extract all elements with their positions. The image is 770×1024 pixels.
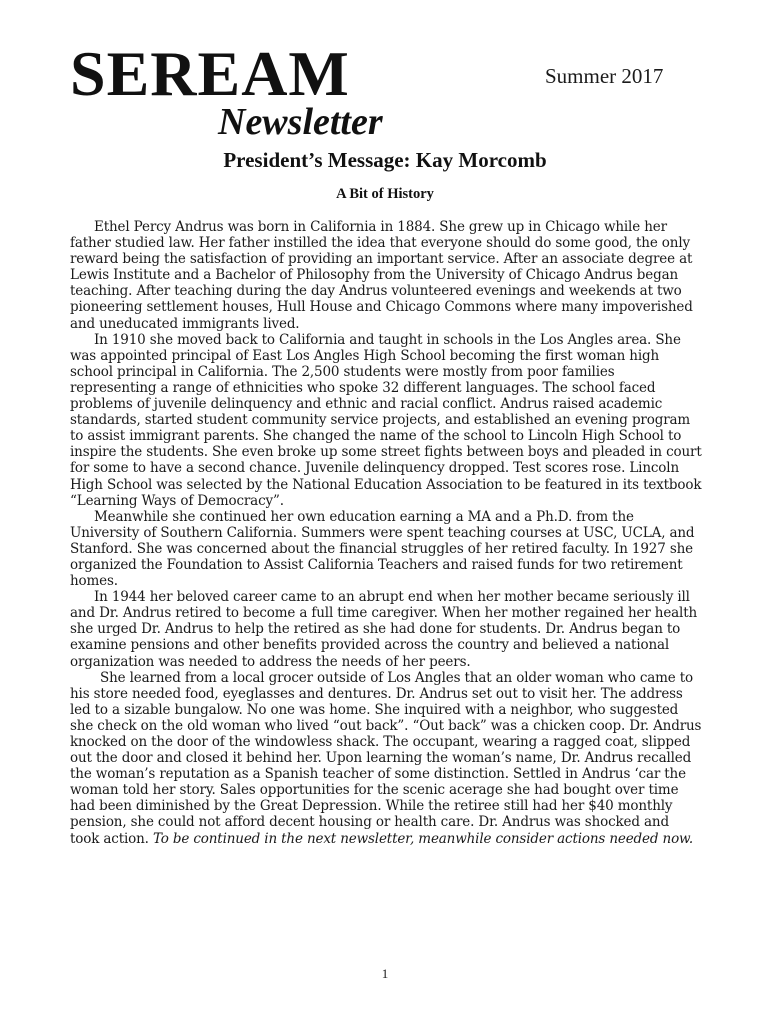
article-paragraph: In 1944 her beloved career came to an abrupt end when her mother became seriously ill and Dr. Andrus retired to become a full time caregiver. When her mother regained her health she urged Dr. Andrus to help the retired as she had done for students. Dr. Andrus began to examine pensions and other benefits provided across the country and believed a national organization was needed to address the needs of her peers.	[70, 589, 698, 670]
message-subtitle: A Bit of History	[336, 186, 434, 202]
article-paragraph-text: She learned from a local grocer outside of Los Angles that an older woman who came to his store needed food, eyeglasses and dentures. Dr. Andrus set out to visit her. The address led to a sizable bungalow. No one was home. She inquired with a neighbor, who suggested she check on the old woman who lived “out back”. “Out back” was a chicken coop. Dr. Andrus knocked on the door of the windowless shack. The occupant, wearing a ragged coat, slipped out the door and closed it behind her. Upon learning the woman’s name, Dr. Andrus recalled the woman’s reputation as a Spanish teacher of some distinction. Settled in Andrus ‘car the woman told her story. Sales opportunities for the scenic acerage she had bought over time had been diminished by the Great Depression. While the retiree still had her $40 monthly pension, she could not afford decent housing or health care. Dr. Andrus was shocked and took action.	[70, 669, 702, 847]
article-paragraph: In 1910 she moved back to California and taught in schools in the Los Angles area. She was appointed principal of East Los Angles High School becoming the first woman high school principal in California. The 2,500 students were mostly from poor families representing a range of ethnicities who spoke 32 different languages. The school faced problems of juvenile delinquency and ethnic and racial conflict. Andrus raised academic standards, started student community service projects, and established an evening program to assist immigrant parents. She changed the name of the school to Lincoln High School to inspire the students. She even broke up some street fights between boys and pleaded in court for some to have a second chance. Juvenile delinquency dropped. Test scores rose. Lincoln High School was selected by the National Education Association to be featured in its textbook “Learning Ways of Democracy”.	[70, 331, 702, 509]
article-paragraph-last	[70, 670, 702, 847]
masthead-subtitle: Newsletter	[218, 101, 383, 143]
message-title: President’s Message: Kay Morcomb	[223, 148, 547, 172]
masthead-title: SEREAM	[70, 38, 350, 109]
continued-note: To be continued in the next newsletter, meanwhile consider actions needed now.	[152, 830, 693, 847]
article-paragraph: Meanwhile she continued her own education earning a MA and a Ph.D. from the University of Southern California. Summers were spent teaching courses at USC, UCLA, and Stanford. She was concerned about the financial struggles of her retired faculty. In 1927 she organized the Foundation to Assist California Teachers and raised funds for two retirement homes.	[70, 508, 695, 590]
article-paragraph: Ethel Percy Andrus was born in California in 1884. She grew up in Chicago while her father studied law. Her father instilled the idea that everyone should do some good, the only reward being the satisfaction of providing an important service. After an associate degree at Lewis Institute and a Bachelor of Philosophy from the University of Chicago Andrus began teaching. After teaching during the day Andrus volunteered evenings and weekends at two pioneering settlement houses, Hull House and Chicago Commons where many impoverished and uneducated immigrants lived.	[70, 219, 693, 332]
article-body	[70, 219, 702, 847]
issue-season: Summer 2017	[545, 64, 664, 88]
page-number: 1	[381, 966, 389, 981]
